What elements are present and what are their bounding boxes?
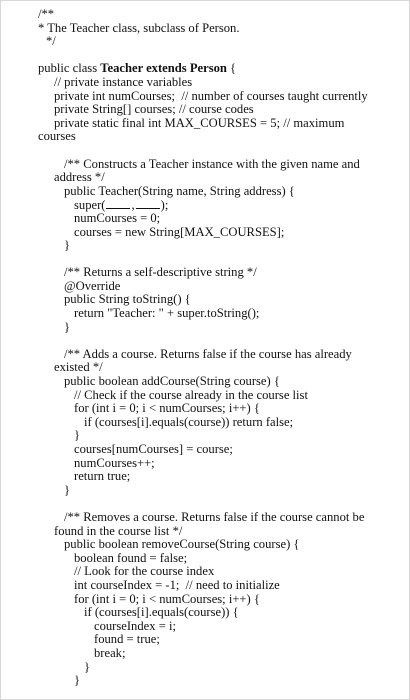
code-listing	[1, 8, 409, 688]
code-text: numCourses++;	[74, 455, 155, 470]
blank-line	[1, 334, 409, 348]
fill-in-blank	[106, 198, 130, 209]
code-line	[1, 185, 409, 199]
code-text: }	[64, 238, 71, 253]
code-comment: // private instance variables	[54, 74, 193, 89]
code-text: for (int i = 0; i < numCourses; i++) {	[74, 591, 260, 606]
code-line	[1, 212, 409, 226]
code-line	[1, 76, 409, 90]
code-comment: // Look for the course index	[74, 564, 215, 579]
code-comment: found in the course list */	[54, 523, 183, 538]
code-line	[1, 525, 409, 539]
code-text: found = true;	[94, 632, 160, 647]
code-text: courses = new String[MAX_COURSES];	[74, 224, 285, 239]
code-text: * The Teacher class, subclass of Person.	[38, 20, 240, 35]
code-line	[1, 321, 409, 335]
code-line	[1, 620, 409, 634]
code-line	[1, 293, 409, 307]
code-text: int courseIndex = -1; // need to initialize	[74, 577, 280, 592]
code-line	[1, 470, 409, 484]
class-name: Teacher extends Person	[100, 61, 227, 76]
blank-line	[1, 49, 409, 63]
blank-line	[1, 497, 409, 511]
code-text: for (int i = 0; i < numCourses; i++) {	[74, 401, 260, 416]
code-line	[1, 647, 409, 661]
code-text: if (courses[i].equals(course)) return false;	[84, 414, 294, 429]
code-line	[1, 511, 409, 525]
code-text: public class	[38, 61, 101, 76]
code-text: private static final int MAX_COURSES = 5; // maximum	[54, 115, 345, 130]
code-line	[1, 674, 409, 688]
code-line	[1, 538, 409, 552]
code-text: return "Teacher: " + super.toString();	[74, 306, 260, 321]
code-line	[1, 633, 409, 647]
blank-line	[1, 253, 409, 267]
code-line	[1, 62, 409, 76]
blank-line	[1, 144, 409, 158]
code-text: */	[46, 34, 56, 49]
code-text: public boolean removeCourse(String course) {	[64, 537, 300, 552]
code-text: courses	[38, 129, 76, 144]
code-text: public String toString() {	[64, 292, 191, 307]
code-line	[1, 307, 409, 321]
code-line	[1, 443, 409, 457]
code-text: }	[74, 673, 81, 688]
code-line	[1, 90, 409, 104]
code-line	[1, 429, 409, 443]
code-text: }	[84, 659, 91, 674]
code-line	[1, 402, 409, 416]
code-text: if (courses[i].equals(course)) {	[84, 605, 239, 620]
code-line	[1, 158, 409, 172]
code-text: super(	[74, 198, 106, 213]
code-line	[1, 606, 409, 620]
code-line	[1, 593, 409, 607]
code-comment: /** Constructs a Teacher instance with the given name and	[64, 156, 360, 171]
code-comment: /** Returns a self-descriptive string */	[64, 265, 257, 280]
code-text: }	[64, 482, 71, 497]
code-line	[1, 579, 409, 593]
code-line	[1, 171, 409, 185]
code-text: /**	[38, 7, 55, 21]
code-line	[1, 130, 409, 144]
code-line	[1, 361, 409, 375]
code-line	[1, 103, 409, 117]
code-text: numCourses = 0;	[74, 210, 161, 225]
code-text: break;	[94, 645, 126, 660]
code-text: public Teacher(String name, String address) {	[64, 183, 295, 198]
fill-in-blank	[136, 198, 160, 209]
code-comment: existed */	[54, 360, 103, 375]
code-line	[1, 226, 409, 240]
code-comment: // Check if the course already in the course list	[74, 387, 308, 402]
code-line	[1, 389, 409, 403]
code-line	[1, 239, 409, 253]
code-line	[1, 375, 409, 389]
code-line	[1, 552, 409, 566]
code-line	[1, 266, 409, 280]
code-text: public boolean addCourse(String course) {	[64, 374, 280, 389]
code-text: private int numCourses; // number of courses taught currently	[54, 88, 368, 103]
code-line	[1, 22, 409, 36]
code-text: );	[160, 198, 169, 213]
code-comment: address */	[54, 170, 105, 185]
code-line	[1, 484, 409, 498]
code-line	[1, 117, 409, 131]
code-text: }	[64, 319, 71, 334]
code-line	[1, 35, 409, 49]
code-line	[1, 8, 409, 22]
code-line	[1, 661, 409, 675]
code-text: @Override	[64, 278, 121, 293]
code-text: return true;	[74, 469, 131, 484]
code-line	[1, 457, 409, 471]
code-comment: /** Adds a course. Returns false if the course has already	[64, 346, 352, 361]
code-text: courseIndex = i;	[94, 618, 176, 633]
code-line	[1, 416, 409, 430]
code-line	[1, 565, 409, 579]
code-text: ,	[131, 198, 135, 213]
code-line	[1, 198, 409, 212]
code-text: {	[226, 61, 237, 76]
code-text: boolean found = false;	[74, 550, 188, 565]
code-comment: /** Removes a course. Returns false if the course cannot be	[64, 509, 365, 524]
code-line	[1, 348, 409, 362]
code-line	[1, 280, 409, 294]
code-text: private String[] courses; // course codes	[54, 102, 254, 117]
code-text: courses[numCourses] = course;	[74, 442, 233, 456]
code-text: }	[74, 428, 81, 443]
